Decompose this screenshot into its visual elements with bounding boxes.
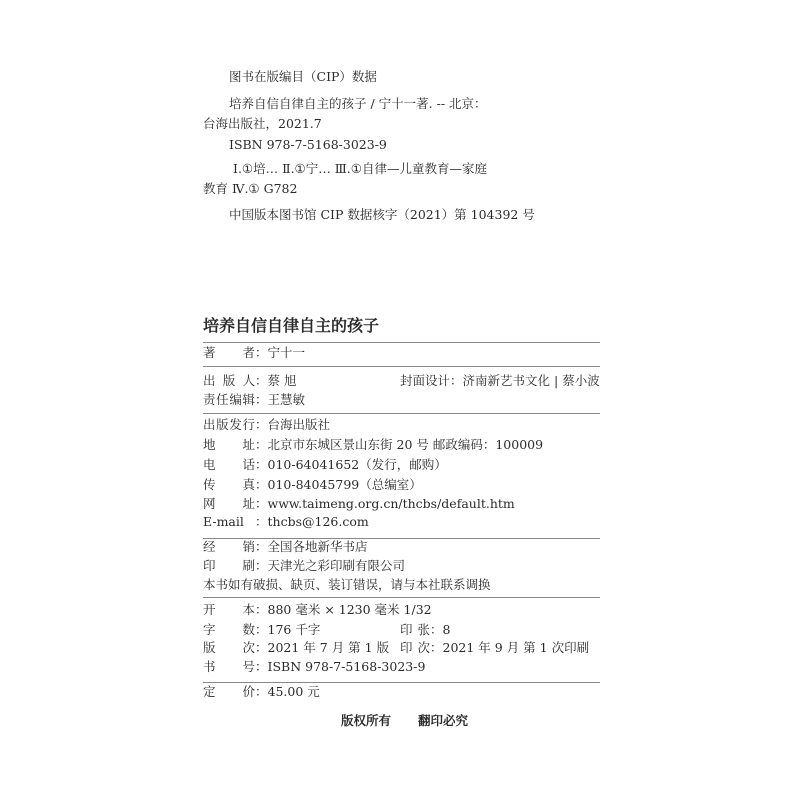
row-phone: 电话：010-64041652（发行，邮购） — [203, 457, 447, 472]
row-publisher-person: 出版人：蔡 旭 — [203, 373, 297, 388]
cip-heading: 图书在版编目（CIP）数据 — [229, 69, 377, 84]
row-cover-design: 封面设计：济南新艺书文化 | 蔡小波 — [400, 373, 600, 388]
row-editor: 责任编辑：王慧敏 — [203, 392, 306, 407]
row-author: 著者：宁十一 — [203, 345, 306, 360]
row-fax: 传真：010-84045799（总编室） — [203, 477, 422, 492]
divider — [203, 413, 600, 414]
divider — [203, 682, 600, 683]
row-email: E-mail ：thcbs@126.com — [203, 514, 369, 529]
cip-approval: 中国版本图书馆 CIP 数据核字（2021）第 104392 号 — [229, 207, 535, 222]
row-printer: 印刷：天津光之彩印刷有限公司 — [203, 558, 406, 573]
row-book-number: 书号：ISBN 978-7-5168-3023-9 — [203, 659, 426, 674]
cip-class1: Ⅰ.①培… Ⅱ.①宁… Ⅲ.①自律—儿童教育—家庭 — [233, 161, 487, 176]
divider — [203, 597, 600, 598]
divider — [203, 342, 600, 343]
row-notice: 本书如有破损、缺页、装订错误，请与本社联系调换 — [203, 577, 491, 592]
cip-line1: 培养自信自律自主的孩子 / 宁十一著. -- 北京： — [229, 96, 487, 111]
cip-class2: 教育 Ⅳ.① G782 — [203, 181, 298, 196]
cip-line2: 台海出版社，2021.7 — [203, 116, 322, 131]
rights-reserved: 版权所有 — [341, 713, 392, 728]
row-price: 定价：45.00 元 — [203, 684, 320, 699]
row-edition: 版次：2021 年 7 月 第 1 版 — [203, 640, 390, 655]
cip-isbn: ISBN 978-7-5168-3023-9 — [229, 137, 387, 152]
row-distributor: 出版发行：台海出版社 — [203, 417, 331, 432]
row-format: 开本：880 毫米 × 1230 毫米 1/32 — [203, 602, 432, 617]
row-printing: 印次：2021 年 9 月 第 1 次印刷 — [400, 640, 590, 655]
book-title: 培养自信自律自主的孩子 — [203, 316, 380, 335]
row-sales: 经销：全国各地新华书店 — [203, 539, 368, 554]
row-address: 地址：北京市东城区景山东街 20 号 邮政编码：100009 — [203, 437, 544, 452]
row-words: 字数：176 千字 — [203, 622, 321, 637]
row-website: 网址：www.taimeng.org.cn/thcbs/default.htm — [203, 496, 515, 511]
piracy-notice: 翻印必究 — [418, 713, 469, 728]
divider — [203, 366, 600, 367]
row-sheets: 印张：8 — [400, 622, 451, 637]
